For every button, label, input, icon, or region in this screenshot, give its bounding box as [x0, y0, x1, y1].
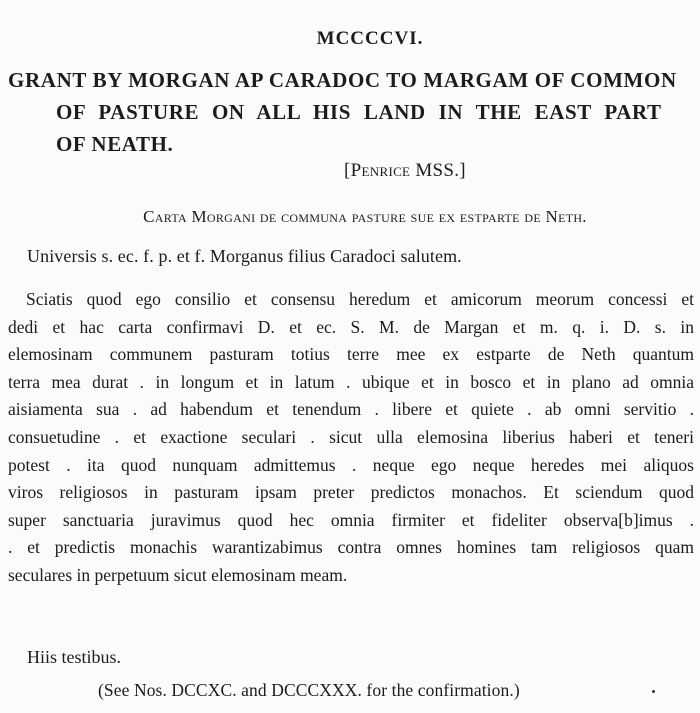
title-line: GRANT BY MORGAN AP CARADOC TO MARGAM OF COMMON: [8, 68, 677, 92]
print-speck: [652, 690, 655, 693]
source-reference: [0, 160, 700, 182]
body-line: Sciatis quod ego consilio et consensu heredum et amicorum meorum concessi et: [26, 289, 694, 309]
confirmation-note: (See Nos. DCCXC. and DCCCXXX. for the confirmation.): [98, 680, 520, 700]
source-label: [Penrice MSS.]: [344, 160, 466, 181]
body-line: potest . ita quod nunquam admittemus . neque ego neque heredes mei aliquos: [8, 454, 694, 475]
body-line: . et predictis monachis warantizabimus contra omnes homines tam religiosos quam: [8, 537, 694, 558]
witnesses-line: Hiis testibus.: [27, 647, 122, 667]
body-line: elemosinam communem pasturam totius terre mee ex estparte de Neth quantum: [8, 344, 694, 365]
body-line: dedi et hac carta confirmavi D. et ec. S. M. de Margan et m. q. i. D. s. in: [8, 316, 694, 337]
title-line: OF PASTURE ON ALL HIS LAND IN THE EAST PART: [56, 100, 662, 124]
body-line: super sanctuaria juravimus quod hec omnia firmiter et fideliter observa[b]imus .: [8, 509, 694, 530]
body-line: viros religiosos in pasturam ipsam preter predictos monachos. Et sciendum quod: [8, 482, 694, 503]
title-line: OF NEATH.: [56, 132, 174, 156]
charter-rubric: Carta Morgani de communa pasture sue ex estparte de Neth.: [143, 207, 587, 226]
charter-body: [8, 286, 694, 590]
charter-number: MCCCCVI.: [316, 28, 424, 49]
body-line: consuetudine . et exactione seculari . sicut ulla elemosina liberius haberi et teneri: [8, 426, 694, 447]
body-line: terra mea durat . in longum et in latum . ubique et in bosco et in plano ad omnia: [8, 371, 694, 392]
charter-title: [8, 64, 694, 160]
body-line: seculares in perpetuum sicut elemosinam meam.: [8, 564, 348, 585]
salutation-line: Universis s. ec. f. p. et f. Morganus filius Caradoci salutem.: [27, 246, 462, 266]
body-line: aisiamenta sua . ad habendum et tenendum . libere et quiete . ab omni servitio .: [8, 399, 694, 420]
